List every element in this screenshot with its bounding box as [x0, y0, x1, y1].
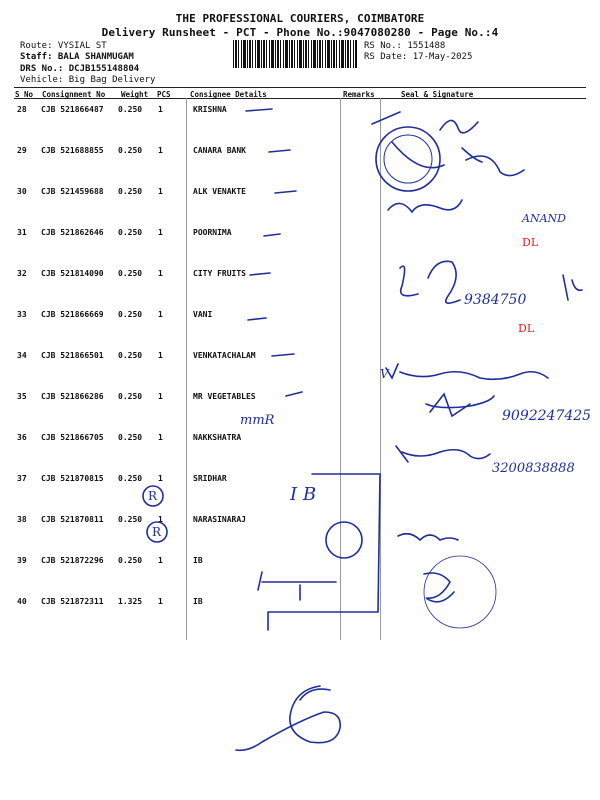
cell-consignee: NARASINARAJ [193, 515, 246, 524]
cell-consignment-no: CJB 521688855 [41, 146, 104, 155]
signature-4 [400, 261, 460, 303]
cell-sno: 39 [17, 556, 27, 565]
circled-r-letter: R [152, 525, 162, 539]
cell-pcs: 1 [158, 515, 163, 524]
cell-consignee: POORNIMA [193, 228, 232, 237]
cell-weight: 0.250 [118, 269, 143, 278]
cell-weight: 0.250 [118, 474, 143, 483]
cell-weight: 0.250 [118, 556, 143, 565]
cell-consignee: CANARA BANK [193, 146, 246, 155]
cell-consignee: CITY FRUITS [193, 269, 246, 278]
ib-box-line [258, 572, 336, 600]
cell-weight: 0.250 [118, 351, 143, 360]
cell-consignment-no: CJB 521866669 [41, 310, 104, 319]
col-header-pcs: PCS [157, 90, 171, 99]
cell-pcs: 1 [158, 310, 163, 319]
hw-phone: 9384750 [464, 292, 527, 308]
cell-sno: 31 [17, 228, 27, 237]
cell-pcs: 1 [158, 392, 163, 401]
cell-pcs: 1 [158, 187, 163, 196]
cell-consignee: ALK VENAKTE [193, 187, 246, 196]
cell-pcs: 1 [158, 105, 163, 114]
cell-pcs: 1 [158, 269, 163, 278]
cell-weight: 0.250 [118, 433, 143, 442]
rs-number: RS No.: 1551488 [364, 41, 446, 51]
cell-consignment-no: CJB 521866501 [41, 351, 104, 360]
signature-8 [396, 446, 490, 462]
cell-sno: 29 [17, 146, 27, 155]
col-header-weight: Weight [121, 90, 149, 99]
hw-v: V [380, 367, 389, 381]
rs-date: RS Date: 17-May-2025 [364, 52, 473, 62]
cell-pcs: 1 [158, 474, 163, 483]
cell-weight: 0.250 [118, 187, 143, 196]
staff-info: Staff: BALA SHANMUGAM [20, 52, 134, 62]
hw-ib: I B [290, 484, 317, 505]
col-header-remarks: Remarks [343, 90, 375, 99]
dash-mark [246, 109, 302, 396]
ib-circle [326, 522, 362, 558]
hw-dl: DL [522, 236, 539, 249]
cell-consignee: VENKATACHALAM [193, 351, 256, 360]
cell-pcs: 1 [158, 228, 163, 237]
cell-sno: 37 [17, 474, 27, 483]
cell-weight: 0.250 [118, 515, 143, 524]
signature-10 [424, 573, 454, 602]
cell-weight: 1.325 [118, 597, 143, 606]
cell-consignee: IB [193, 597, 203, 606]
cell-weight: 0.250 [118, 105, 143, 114]
cell-consignment-no: CJB 521862646 [41, 228, 104, 237]
col-header-consignment: Consignment No [42, 90, 106, 99]
hw-phone: 3200838888 [492, 461, 575, 476]
hw-mmr: mmR [240, 413, 275, 428]
cell-consignee: VANI [193, 310, 213, 319]
cell-weight: 0.250 [118, 228, 143, 237]
signature-9 [398, 534, 458, 540]
ib-box-line [268, 474, 380, 630]
cell-consignee: NAKKSHATRA [193, 433, 242, 442]
cell-consignee: SRIDHAR [193, 474, 227, 483]
cell-consignee: MR VEGETABLES [193, 392, 256, 401]
cell-sno: 35 [17, 392, 27, 401]
cell-consignment-no: CJB 521866286 [41, 392, 104, 401]
signature-6 [386, 364, 548, 379]
cell-consignee: KRISHNA [193, 105, 227, 114]
cell-consignee: IB [193, 556, 203, 565]
signature-7 [426, 394, 494, 416]
col-header-consignee: Consignee Details [190, 90, 267, 99]
vehicle-info: Vehicle: Big Bag Delivery [20, 75, 156, 85]
stamp-circle-2 [424, 556, 496, 628]
cell-consignment-no: CJB 521872296 [41, 556, 104, 565]
cell-consignment-no: CJB 521866705 [41, 433, 104, 442]
circled-r-letter: R [148, 489, 158, 503]
cell-sno: 28 [17, 105, 27, 114]
runsheet-subtitle: Delivery Runsheet - PCT - Phone No.:9047080280 - Page No.:4 [101, 26, 499, 39]
cell-sno: 33 [17, 310, 27, 319]
cell-consignment-no: CJB 521459688 [41, 187, 104, 196]
hw-dl: DL [518, 322, 535, 335]
cell-consignment-no: CJB 521814090 [41, 269, 104, 278]
hw-phone: 9092247425 [502, 408, 592, 424]
cell-sno: 30 [17, 187, 27, 196]
signature-11 [236, 686, 340, 750]
route-info: Route: VYSIAL ST [20, 41, 107, 51]
cell-pcs: 1 [158, 351, 163, 360]
cell-pcs: 1 [158, 556, 163, 565]
signature-3 [388, 200, 462, 212]
col-header-sno: S No [15, 90, 34, 99]
cell-pcs: 1 [158, 597, 163, 606]
cell-sno: 32 [17, 269, 27, 278]
cell-consignment-no: CJB 521870815 [41, 474, 104, 483]
cell-pcs: 1 [158, 146, 163, 155]
cell-weight: 0.250 [118, 310, 143, 319]
signature-5 [563, 275, 582, 300]
col-header-seal-signature: Seal & Signature [401, 90, 474, 99]
cell-sno: 36 [17, 433, 27, 442]
cell-sno: 40 [17, 597, 27, 606]
drs-number: DRS No.: DCJB155148804 [20, 64, 140, 74]
hw-anand: ANAND [522, 212, 566, 225]
company-title: THE PROFESSIONAL COURIERS, COIMBATORE [175, 12, 425, 25]
cell-weight: 0.250 [118, 392, 143, 401]
cell-pcs: 1 [158, 433, 163, 442]
cell-weight: 0.250 [118, 146, 143, 155]
cell-consignment-no: CJB 521866487 [41, 105, 104, 114]
cell-consignment-no: CJB 521872311 [41, 597, 104, 606]
cell-sno: 34 [17, 351, 27, 360]
cell-sno: 38 [17, 515, 27, 524]
cell-consignment-no: CJB 521870811 [41, 515, 104, 524]
